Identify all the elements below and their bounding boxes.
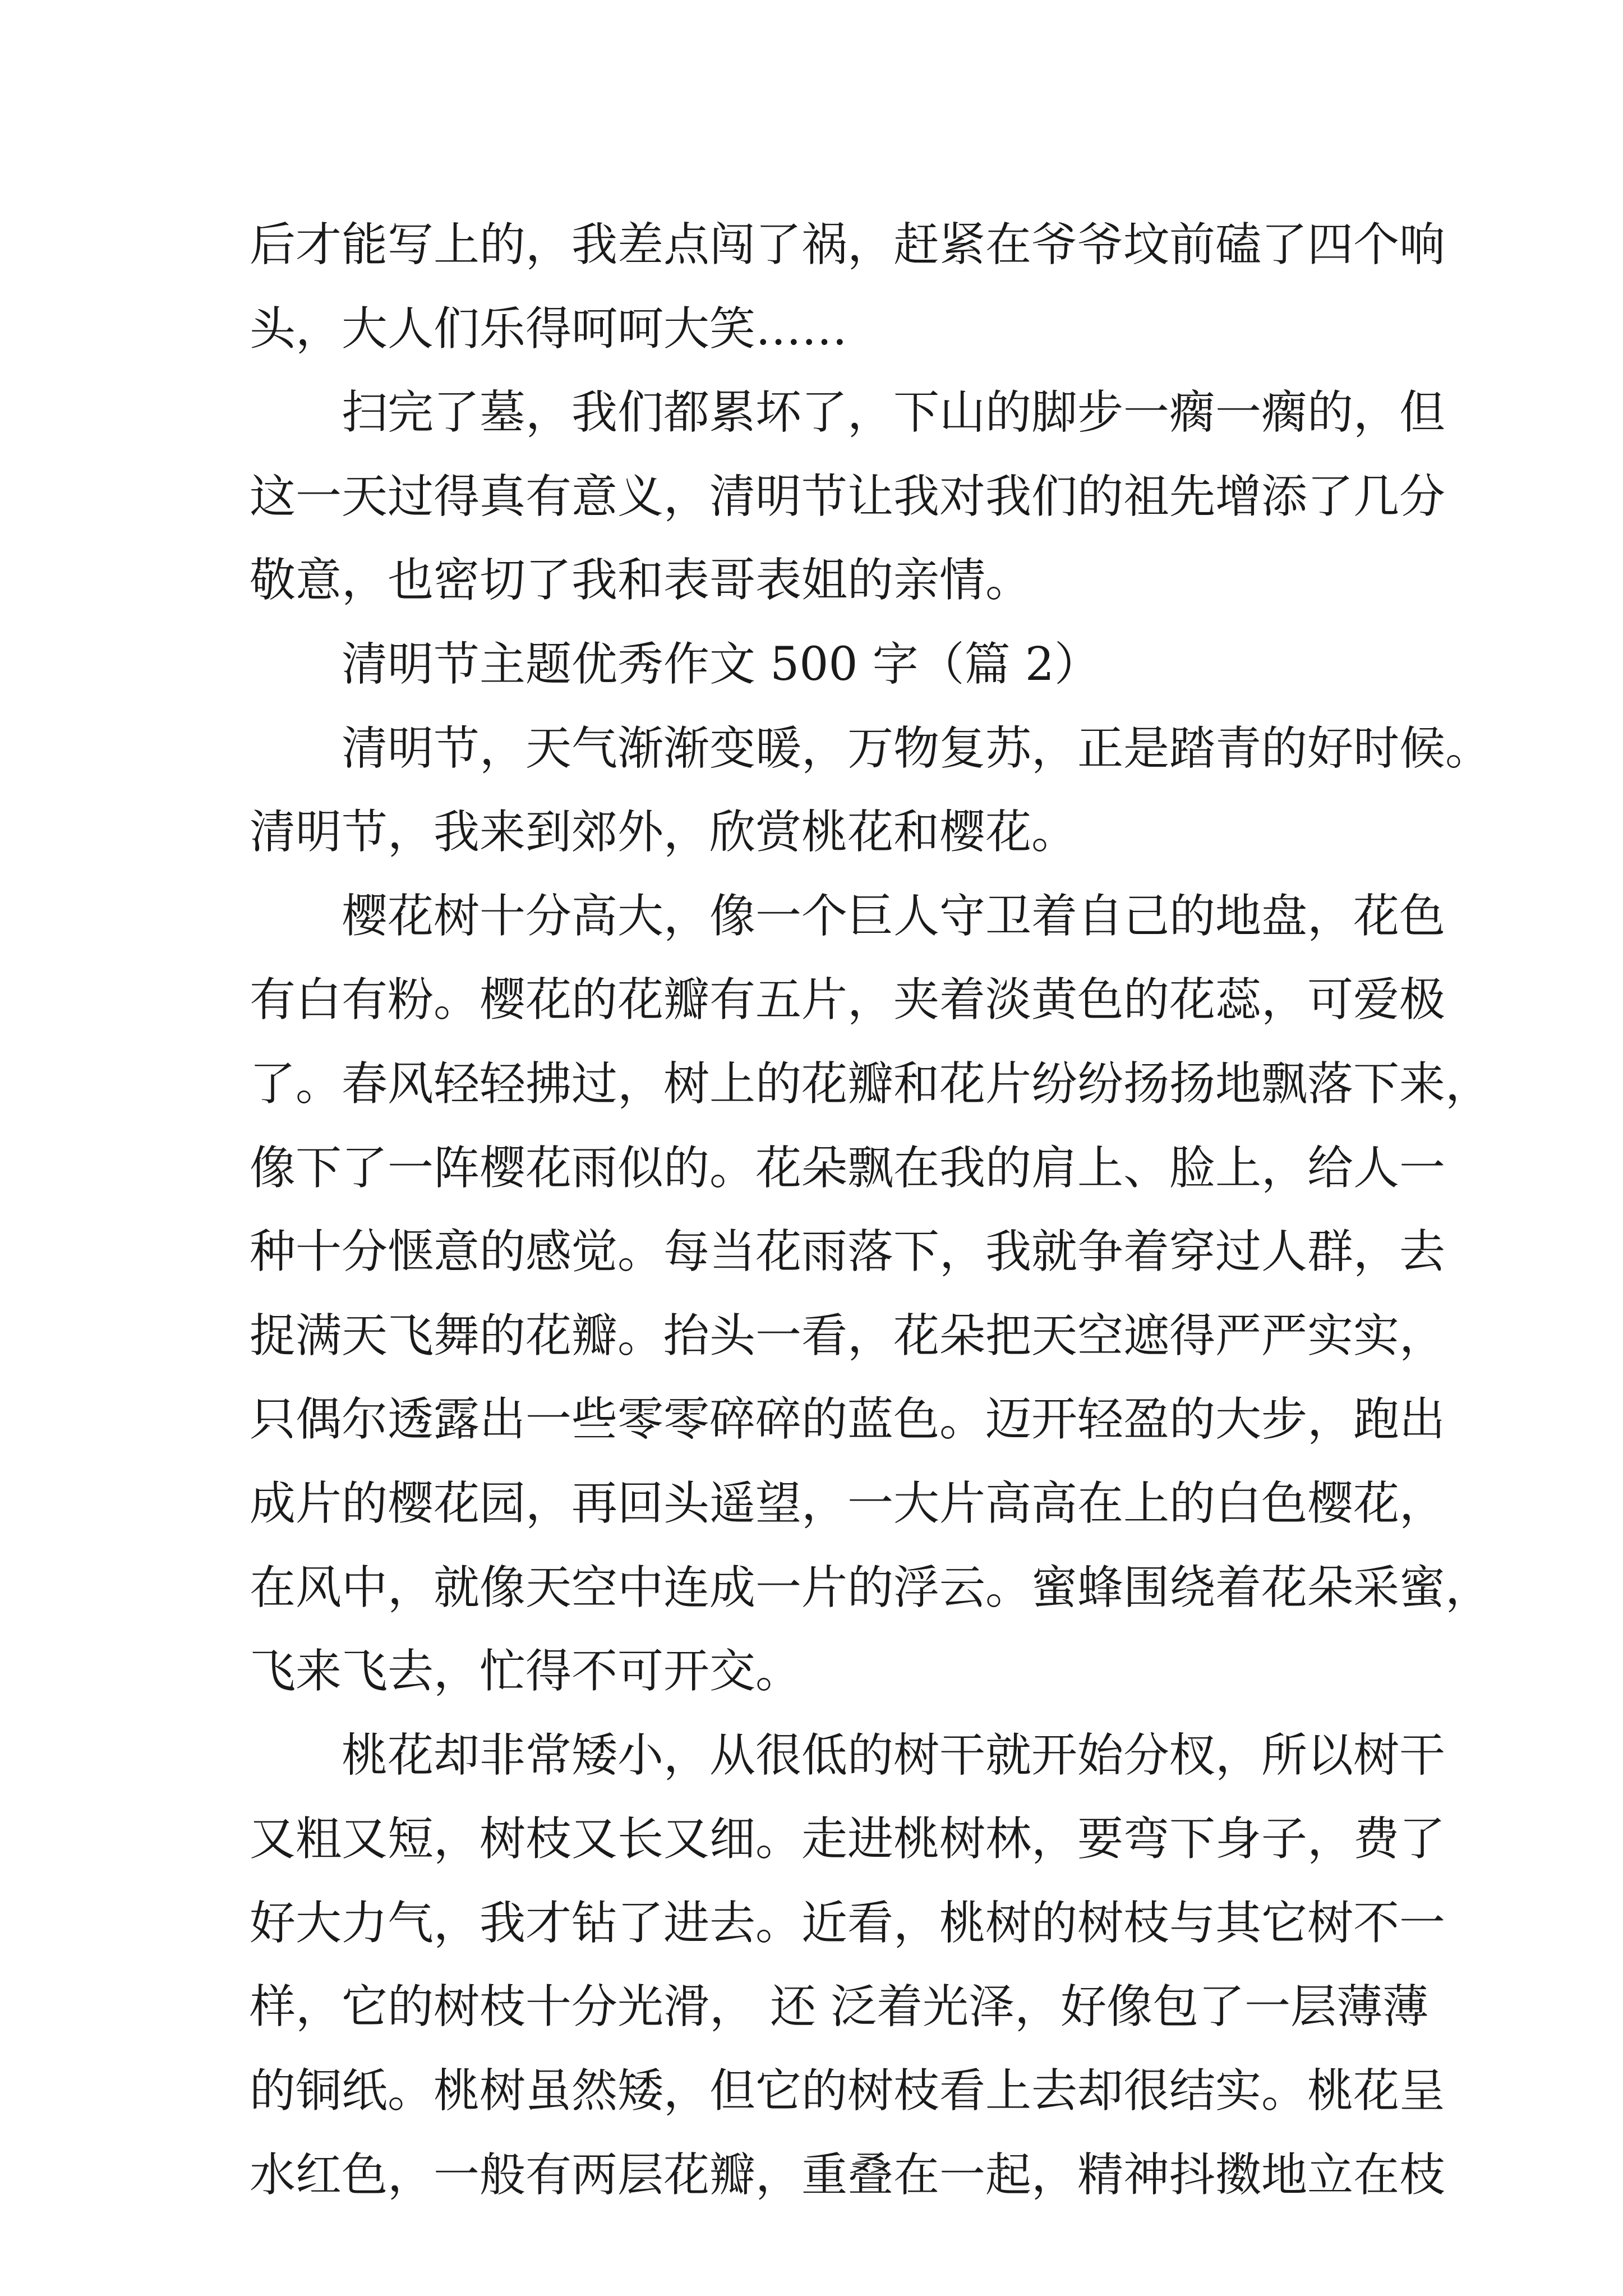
- text-line-20: 又粗又短，树枝又长又细。走进桃树林，要弯下身子，费了: [250, 1812, 1446, 1866]
- text-line-19: 桃花却非常矮小，从很低的树干就开始分杈，所以树干: [342, 1728, 1446, 1782]
- text-line-15: 只偶尔透露出一些零零碎碎的蓝色。迈开轻盈的大步，跑出: [250, 1393, 1446, 1447]
- text-line-13: 种十分惬意的感觉。每当花雨落下，我就争着穿过人群，去: [250, 1225, 1446, 1279]
- text-line-17: 在风中，就像天空中连成一片的浮云。蜜蜂围绕着花朵采蜜，: [250, 1561, 1492, 1614]
- text-line-22: 样，它的树枝十分光滑， 还 泛着光泽，好像包了一层薄薄: [250, 1980, 1429, 2034]
- text-line-12: 像下了一阵樱花雨似的。花朵飘在我的肩上、脸上，给人一: [250, 1141, 1446, 1195]
- text-line-4: 这一天过得真有意义，清明节让我对我们的祖先增添了几分: [250, 470, 1446, 523]
- text-line-10: 有白有粉。樱花的花瓣有五片，夹着淡黄色的花蕊，可爱极: [250, 973, 1446, 1027]
- text-line-3: 扫完了墓，我们都累坏了，下山的脚步一瘸一瘸的，但: [342, 386, 1446, 440]
- text-line-9: 樱花树十分高大，像一个巨人守卫着自己的地盘，花色: [342, 889, 1446, 943]
- text-line-11: 了。春风轻轻拂过，树上的花瓣和花片纷纷扬扬地飘落下来，: [250, 1057, 1492, 1111]
- section-heading: 清明节主题优秀作文 500 字（篇 2）: [342, 637, 1100, 691]
- text-line-1: 后才能写上的，我差点闯了祸，赶紧在爷爷坟前磕了四个响: [250, 218, 1446, 272]
- document-body: [250, 203, 1492, 2217]
- text-line-16: 成片的樱花园，再回头遥望，一大片高高在上的白色樱花，: [250, 1476, 1446, 1530]
- text-line-23: 的铜纸。桃树虽然矮，但它的树枝看上去却很结实。桃花呈: [250, 2064, 1446, 2118]
- text-line-21: 好大力气，我才钻了进去。近看，桃树的树枝与其它树不一: [250, 1896, 1446, 1950]
- text-line-18: 飞来飞去，忙得不可开交。: [250, 1645, 802, 1699]
- text-line-2: 头，大人们乐得呵呵大笑……: [250, 302, 848, 356]
- text-line-7: 清明节，天气渐渐变暖，万物复苏，正是踏青的好时候。: [342, 721, 1492, 775]
- text-line-14: 捉满天飞舞的花瓣。抬头一看，花朵把天空遮得严严实实，: [250, 1309, 1446, 1363]
- text-line-5: 敬意，也密切了我和表哥表姐的亲情。: [250, 554, 1032, 608]
- text-line-8: 清明节，我来到郊外，欣赏桃花和樱花。: [250, 806, 1078, 859]
- text-line-24: 水红色，一般有两层花瓣，重叠在一起，精神抖擞地立在枝: [250, 2148, 1446, 2202]
